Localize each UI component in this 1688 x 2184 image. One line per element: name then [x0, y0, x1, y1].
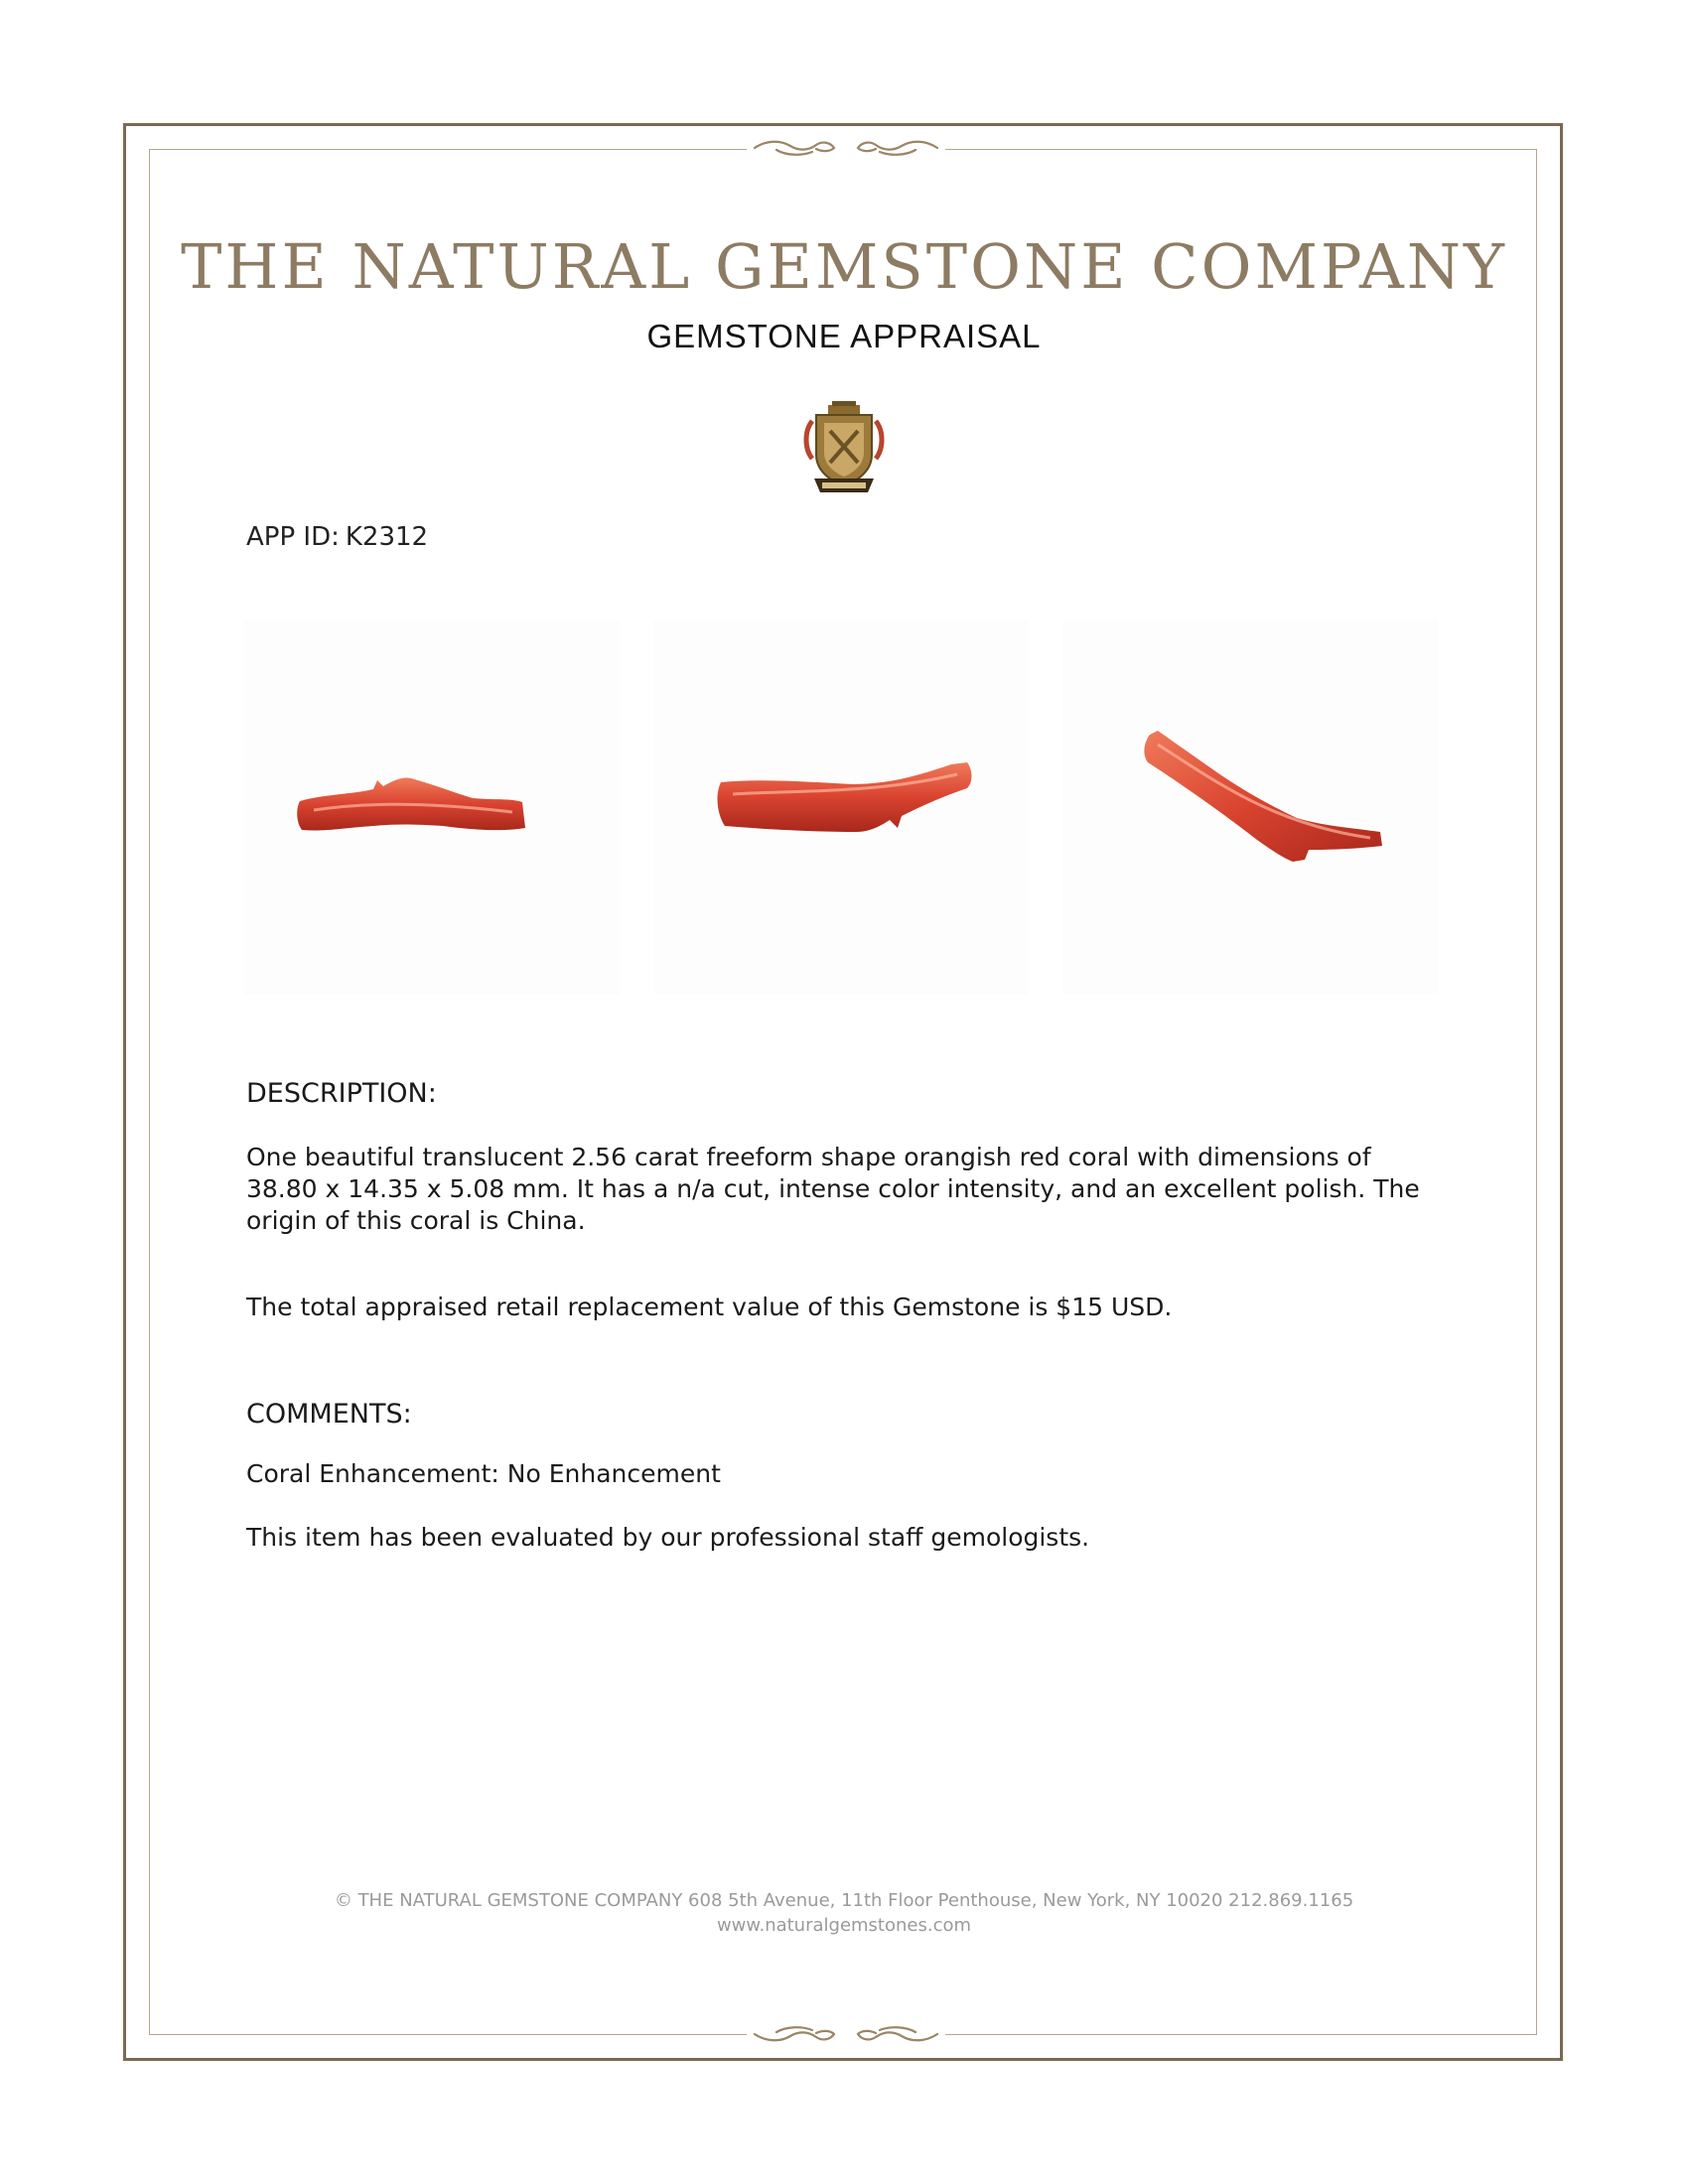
value-statement: The total appraised retail replacement value of this Gemstone is $15 USD. — [246, 1293, 1173, 1321]
app-id-label: APP ID: — [246, 522, 340, 552]
company-name: THE NATURAL GEMSTONE COMPANY — [181, 230, 1507, 303]
ornamental-flourish-icon — [747, 2022, 945, 2046]
comments-heading: COMMENTS: — [246, 1399, 412, 1430]
evaluation-comment: This item has been evaluated by our professional staff gemologists. — [246, 1523, 1090, 1552]
app-id-value: K2312 — [345, 522, 429, 552]
description-text: One beautiful translucent 2.56 carat freeform shape orangish red coral with dimensions of 38.80 x 14.35 x 5.08 mm. It has a n/a cut, intense color intensity, and an excellent polish. The origin of this coral is China. — [246, 1143, 1420, 1235]
coral-photo-view-2 — [653, 619, 1029, 995]
footer-address: © THE NATURAL GEMSTONE COMPANY 608 5th Avenue, 11th Floor Penthouse, New York, NY 10020 212.869.1165 — [334, 1890, 1354, 1911]
ornamental-flourish-icon — [747, 136, 945, 160]
description-heading: DESCRIPTION: — [246, 1078, 437, 1109]
enhancement-comment: Coral Enhancement: No Enhancement — [246, 1459, 721, 1488]
company-crest-icon — [798, 401, 890, 496]
document-title: GEMSTONE APPRAISAL — [646, 318, 1042, 354]
coral-photo-view-1 — [244, 619, 620, 995]
footer-website[interactable]: www.naturalgemstones.com — [716, 1915, 972, 1936]
coral-photo-view-3 — [1062, 619, 1438, 995]
app-id — [246, 522, 434, 552]
